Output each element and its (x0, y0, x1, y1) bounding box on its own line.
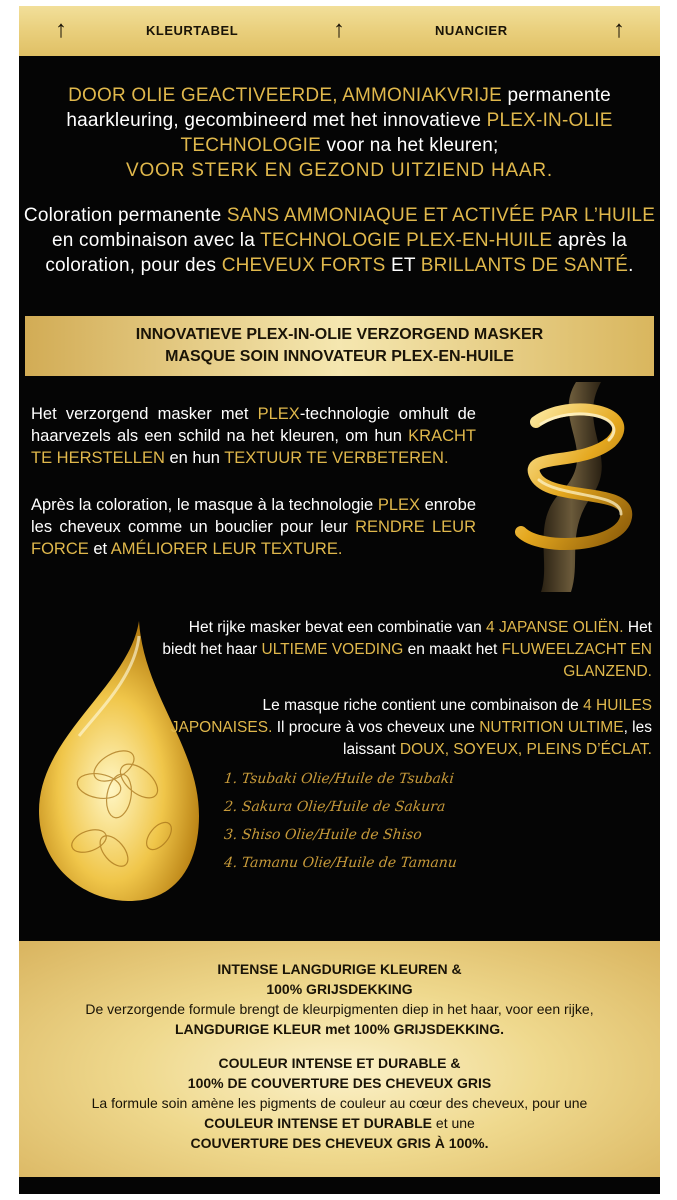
list-item: 4. Tamanu Olie/Huile de Tamanu (223, 855, 458, 871)
mask-title-band (25, 316, 654, 376)
list-item: 1. Tsubaki Olie/Huile de Tsubaki (223, 771, 455, 787)
oil-highlight: ULTIEME VOEDING (261, 641, 404, 658)
oil-text-dutch (152, 617, 652, 683)
mask-title-dutch: INNOVATIEVE PLEX-IN-OLIE VERZORGEND MASKER (135, 326, 544, 343)
color-claim-french (19, 1053, 660, 1153)
list-item: 2. Sakura Olie/Huile de Sakura (223, 799, 447, 815)
oil-highlight: NUTRITION ULTIME (479, 719, 624, 736)
packaging-panel (19, 6, 660, 1194)
oil-text-french (169, 695, 652, 761)
header-left-label: KLEURTABEL (146, 23, 239, 38)
mask-text: en hun (164, 449, 225, 467)
oil-highlight: FLUWEELZACHT EN GLANZEND. (501, 641, 652, 680)
intro-dutch-highlight: DOOR OLIE GEACTIVEERDE, AMMONIAKVRIJE (68, 85, 503, 106)
claim-heading: COULEUR INTENSE ET DURABLE & (218, 1055, 461, 1071)
intro-french-text: après la coloration, pour des (45, 230, 627, 276)
oil-highlight: DOUX, SOYEUX, PLEINS D’ÉCLAT. (399, 741, 652, 758)
intro-dutch (19, 83, 660, 183)
intro-french-highlight: TECHNOLOGIE PLEX-EN-HUILE (260, 230, 553, 251)
list-item: 3. Shiso Olie/Huile de Shiso (223, 827, 423, 843)
oil-text: Il procure à vos cheveux une (272, 719, 480, 736)
intro-french-text: ET (385, 255, 421, 276)
mask-highlight: KRACHT TE HERSTELLEN (31, 427, 476, 467)
claim-heading: INTENSE LANGDURIGE KLEUREN & (217, 961, 462, 977)
mask-highlight: RENDRE LEUR FORCE (31, 518, 476, 558)
mask-highlight: TEXTUUR TE VERBETEREN. (224, 449, 449, 467)
intro-french-text: en combinaison avec la (52, 230, 261, 251)
color-claims-block (19, 941, 660, 1177)
claim-body-strong: COULEUR INTENSE ET DURABLE (204, 1115, 433, 1131)
intro-dutch-text: voor na het kleuren; (321, 135, 499, 156)
claim-body-strong: LANGDURIGE KLEUR met 100% GRIJSDEKKING. (174, 1021, 505, 1037)
golden-oil-swirl-hair-image (481, 382, 651, 592)
intro-dutch-highlight: PLEX-IN-OLIE TECHNOLOGIE (180, 110, 613, 156)
arrow-up-icon: ↑ (55, 16, 67, 43)
mask-highlight: PLEX (377, 496, 421, 514)
intro-french-highlight: CHEVEUX FORTS (221, 255, 386, 276)
mask-title-french: MASQUE SOIN INNOVATEUR PLEX-EN-HUILE (165, 348, 514, 365)
mask-text: Het verzorgend masker met (31, 405, 258, 423)
mask-highlight: PLEX (257, 405, 300, 423)
oil-text: en maakt het (403, 641, 502, 658)
header-strip (19, 6, 660, 56)
arrow-up-icon: ↑ (613, 16, 625, 43)
intro-dutch-highlight: VOOR STERK EN GEZOND UITZIEND HAAR. (125, 160, 554, 181)
oil-highlight: 4 JAPANSE OLIËN. (486, 619, 624, 636)
header-right-label: NUANCIER (435, 23, 508, 38)
claim-heading: 100% DE COUVERTURE DES CHEVEUX GRIS (187, 1075, 492, 1091)
claim-body: De verzorgende formule brengt de kleurpigmenten diep in het haar, voor een rijke, (85, 1001, 594, 1017)
oil-text: , les laissant (343, 719, 652, 758)
claim-body-strong: COUVERTURE DES CHEVEUX GRIS À 100%. (190, 1135, 489, 1151)
oil-text: Het rijke masker bevat een combinatie van (188, 619, 487, 636)
intro-french-text: Coloration permanente (23, 205, 227, 226)
claim-body: et une (432, 1115, 475, 1131)
oil-text: Le masque riche contient une combinaison de (262, 697, 584, 714)
mask-text: enrobe les cheveux comme un bouclier pour leur (31, 496, 476, 536)
color-claim-dutch (19, 959, 660, 1039)
claim-heading: 100% GRIJSDEKKING (266, 981, 413, 997)
intro-dutch-text: permanente haarkleuring, gecombineerd met het innovatieve (66, 85, 611, 131)
oil-highlight: 4 HUILES JAPONAISES. (170, 697, 652, 736)
mask-text: Après la coloration, le masque à la technologie (31, 496, 378, 514)
claim-body: La formule soin amène les pigments de couleur au cœur des cheveux, pour une (91, 1095, 588, 1111)
arrow-up-icon: ↑ (333, 16, 345, 43)
intro-french-highlight: BRILLANTS DE SANTÉ (420, 255, 629, 276)
intro-french-text: . (628, 255, 634, 276)
mask-text-french (31, 494, 476, 560)
mask-text: -technologie omhult de haarvezels als een schild na het kleuren, om hun (31, 405, 476, 445)
intro-french (19, 203, 660, 278)
mask-text-dutch (31, 403, 476, 469)
oil-text: Het biedt het haar (162, 619, 652, 658)
mask-highlight: AMÉLIORER LEUR TEXTURE. (110, 540, 343, 558)
intro-french-highlight: SANS AMMONIAQUE ET ACTIVÉE PAR L’HUILE (226, 205, 656, 226)
mask-text: et (88, 540, 111, 558)
oils-list (224, 765, 654, 877)
